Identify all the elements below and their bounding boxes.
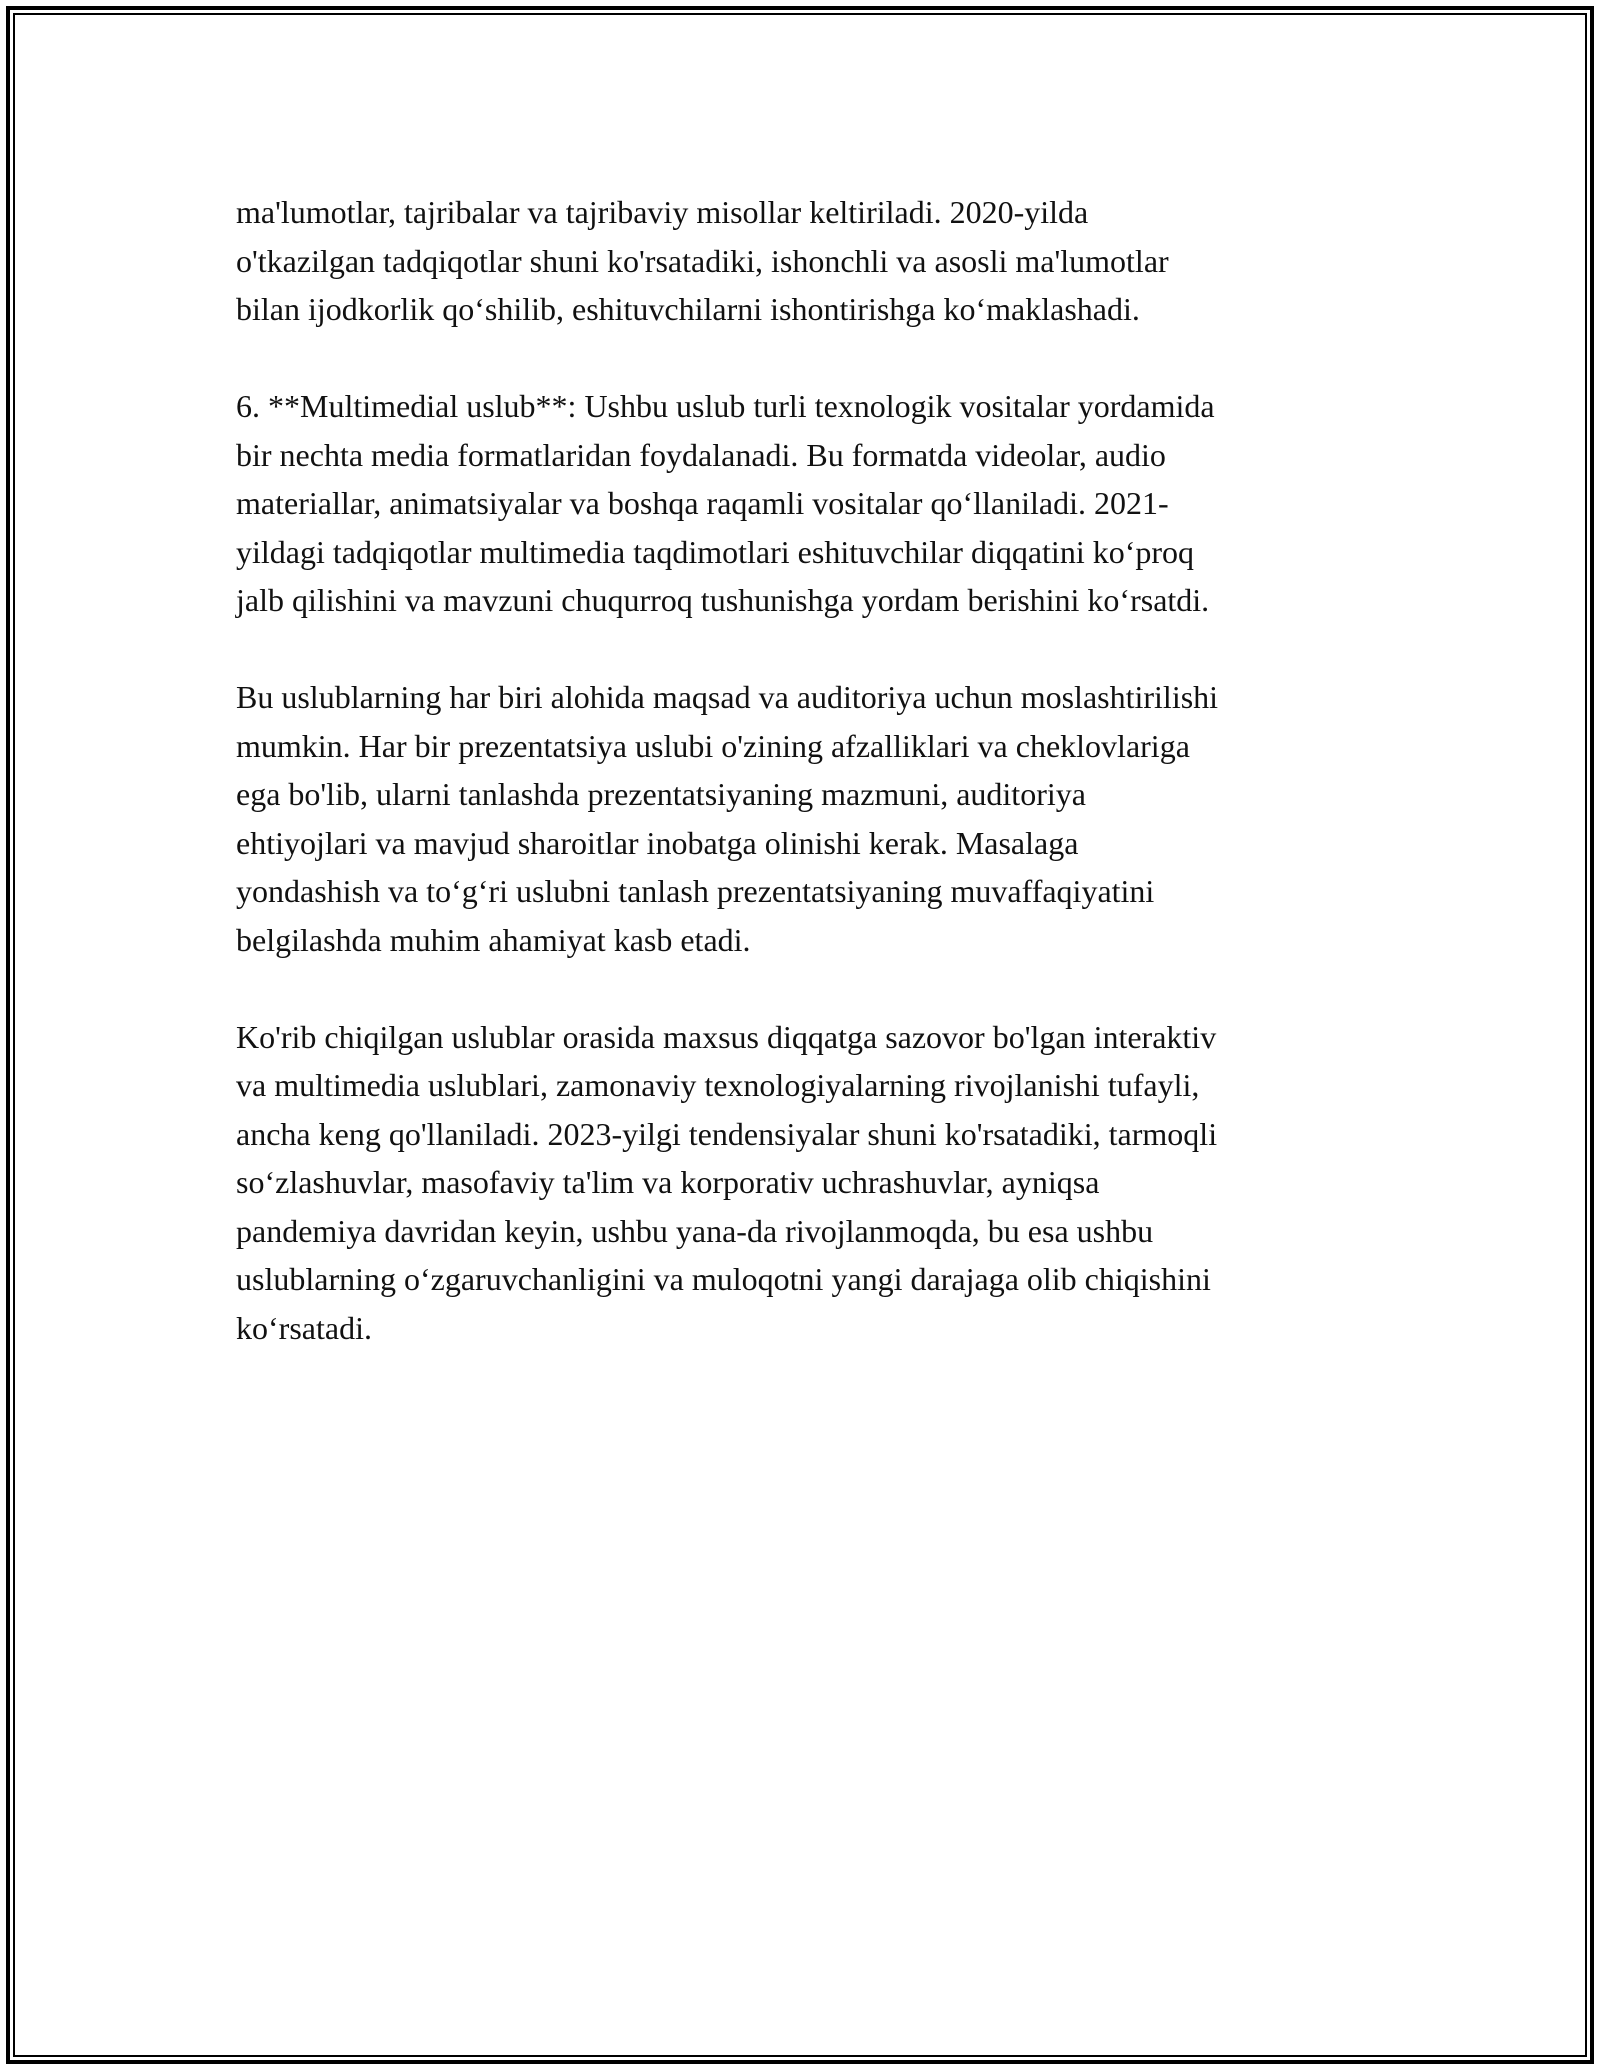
paragraph-multimedia-style: 6. **Multimedial uslub**: Ushbu uslub turli texnologik vositalar yordamida bir nechta media formatlaridan foydalanadi. Bu formatda videolar, audio materiallar, animatsiyalar va boshqa raqamli vositalar qo‘llaniladi. 2021- yildagi tadqiqotlar multimedia taqdimotlari eshituvchilar diqqatini ko‘proq jalb qilishini va mavzuni chuqurroq tushunishga yordam berishini ko‘rsatdi. [236, 388, 1215, 618]
paragraph-evidence-style-continuation: ma'lumotlar, tajribalar va tajribaviy misollar keltiriladi. 2020-yilda o'tkazilgan tadqiqotlar shuni ko'rsatadiki, ishonchli va asosli ma'lumotlar bilan ijodkorlik qo‘shilib, eshituvchilarni ishontirishga ko‘maklashadi. [236, 194, 1169, 327]
paragraph-modern-trends: Ko'rib chiqilgan uslublar orasida maxsus diqqatga sazovor bo'lgan interaktiv va multimedia uslublari, zamonaviy texnologiyalarning rivojlanishi tufayli, ancha keng qo'llaniladi. 2023-yilgi tendensiyalar shuni ko'rsatadiki, tarmoqli so‘zlashuvlar, masofaviy ta'lim va korporativ uchrashuvlar, ayniqsa pandemiya davridan keyin, ushbu yana-da rivojlanmoqda, bu esa ushbu uslublarning o‘zgaruvchanligini va muloqotni yangi darajaga olib chiqishini ko‘rsatadi. [236, 1018, 1218, 1346]
document-body [236, 188, 1376, 1401]
paragraph-style-selection: Bu uslublarning har biri alohida maqsad va auditoriya uchun moslashtirilishi mumkin. Har bir prezentatsiya uslubi o'zining afzalliklari va cheklovlariga ega bo'lib, ularni tanlashda prezentatsiyaning mazmuni, auditoriya ehtiyojlari va mavjud sharoitlar inobatga olinishi kerak. Masalaga yondashish va to‘g‘ri uslubni tanlash prezentatsiyaning muvaffaqiyatini belgilashda muhim ahamiyat kasb etadi. [236, 679, 1219, 958]
